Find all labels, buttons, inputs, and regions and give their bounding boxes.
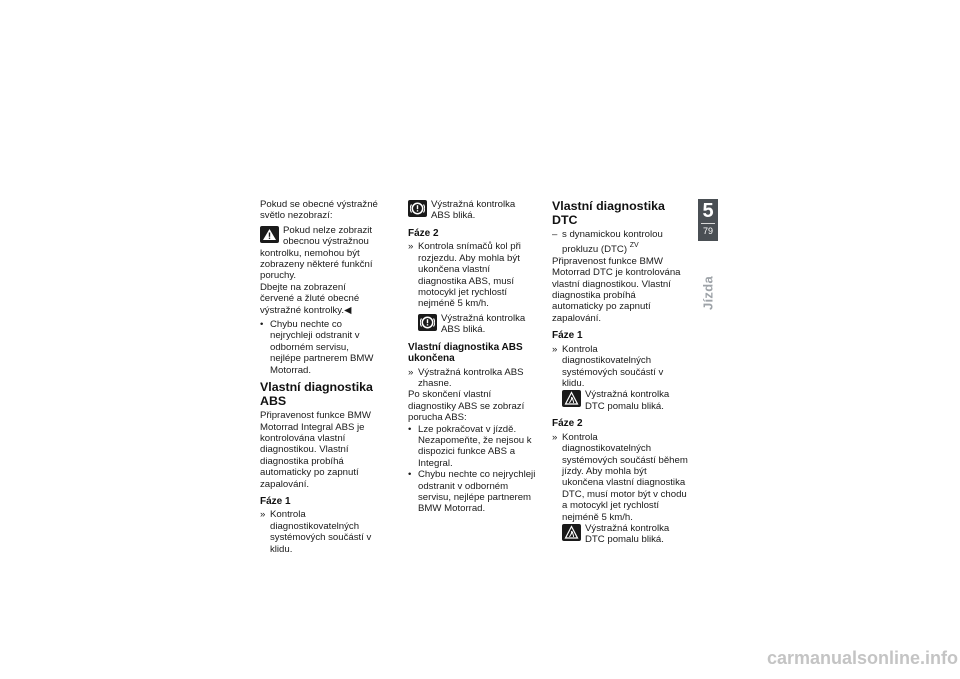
heading-phase-1: Fáze 1 (552, 330, 583, 342)
list-item (408, 469, 536, 515)
bullet-marker: • (408, 423, 412, 435)
arrow-marker: » (408, 241, 414, 253)
abs-intro-text: Připravenost funkce BMW Motorrad Integral ABS je kontrolována vlastní diagnostikou. Vlastní diagnostika probíhá automaticky po zapnutí zapalování. (260, 410, 371, 490)
chapter-number: 5 (702, 200, 714, 222)
dtc-blink-block-2 (562, 523, 688, 546)
bullet-marker: • (408, 469, 412, 481)
phase-2-text: Kontrola snímačů kol při rozjezdu. Aby mohla být ukončena vlastní diagnostika ABS, musí motocykl jet rychlostí nejméně 5 km/h. (418, 241, 521, 310)
list-item (408, 424, 536, 470)
optional-equipment-mark: ZV (629, 242, 639, 250)
bullet-text: Chybu nechte co nejrychleji odstranit v odborném servisu, nejlépe partnerem BMW Motorrad. (270, 319, 374, 376)
heading-abs-diagnostics: Vlastní diagnostika ABS (260, 380, 373, 409)
list-item (552, 344, 688, 390)
phase-2-text: Kontrola diagnostikovatelných systémových součástí během jízdy. Aby mohla být ukončena vlastní diagnostika DTC, musí motor být v chodu a motocykl jet rychlostí nejméně 5 km/h. (562, 431, 688, 523)
arrow-marker: » (552, 343, 558, 355)
heading-phase-1: Fáze 1 (260, 495, 291, 507)
abs-warning-icon (418, 314, 437, 331)
dash-marker: – (552, 229, 558, 240)
section-label: Jízda (700, 275, 716, 311)
bullet-marker: • (260, 319, 264, 331)
dtc-blink-text: Výstražná kontrolka DTC pomalu bliká. (585, 389, 670, 412)
page-number: 79 (702, 226, 713, 236)
warning-text-2: Dbejte na zobrazení červené a žluté obecné výstražné kontrolky. (260, 281, 360, 316)
abs-blink-block-2 (418, 313, 536, 336)
bullet-text-b: Chybu nechte co nejrychleji odstranit v odborném servisu, nejlépe partnerem BMW Motorrad. (418, 469, 536, 515)
list-item (260, 319, 382, 376)
abs-done-text: Výstražná kontrolka ABS zhasne. (418, 366, 524, 389)
column-2 (408, 199, 536, 515)
dtc-traction-icon (562, 390, 581, 407)
dtc-blink-block (562, 389, 688, 412)
heading-phase-2: Fáze 2 (552, 418, 583, 430)
list-item (260, 509, 382, 555)
section-label-container (700, 270, 716, 316)
bullet-text-a: Lze pokračovat v jízdě. Nezapomeňte, že nejsou k dispozici funkce ABS a Integral. (418, 423, 532, 469)
column-3 (552, 199, 688, 546)
abs-warning-icon (408, 200, 427, 217)
column-1 (260, 199, 382, 555)
watermark: carmanualsonline.info (766, 648, 958, 668)
heading-dtc-diagnostics: Vlastní diagnostika DTC (552, 199, 665, 227)
dtc-intro-text: Připravenost funkce BMW Motorrad DTC je kontrolována vlastní diagnostikou. Vlastní diagnostika probíhá automaticky po zapnutí zapalování. (552, 255, 681, 324)
dtc-option-text: s dynamickou kontrolou prokluzu (DTC) (562, 229, 663, 256)
end-mark-icon: ◀ (344, 304, 352, 316)
abs-blink-text-2: Výstražná kontrolka ABS bliká. (441, 312, 526, 336)
abs-blink-block (408, 199, 536, 222)
list-item (552, 229, 688, 256)
heading-abs-done: Vlastní diagnostika ABS ukončena (408, 341, 523, 365)
arrow-marker: » (260, 509, 266, 521)
intro-text: Pokud se obecné výstražné světlo nezobrazí: (260, 199, 378, 222)
warning-text: Pokud nelze zobrazit obecnou výstražnou kontrolku, nemohou být zobrazeny některé funkční poruchy. (260, 224, 373, 282)
warning-triangle-icon (260, 226, 279, 243)
heading-phase-2: Fáze 2 (408, 227, 439, 239)
phase-1-text: Kontrola diagnostikovatelných systémových součástí v klidu. (270, 509, 372, 555)
warning-block (260, 225, 382, 282)
chapter-tab (698, 199, 718, 241)
dtc-traction-icon (562, 524, 581, 541)
phase-1-text: Kontrola diagnostikovatelných systémových součástí v klidu. (562, 343, 664, 389)
after-diagnostics-text: Po skončení vlastní diagnostiky ABS se zobrazí porucha ABS: (408, 389, 525, 424)
arrow-marker: » (408, 366, 414, 378)
dtc-blink-text-2: Výstražná kontrolka DTC pomalu bliká. (585, 522, 670, 546)
arrow-marker: » (552, 431, 558, 443)
list-item (552, 432, 688, 523)
list-item (408, 367, 536, 390)
list-item (408, 241, 536, 309)
abs-blink-text: Výstražná kontrolka ABS bliká. (431, 199, 516, 222)
tab-divider (701, 223, 715, 224)
